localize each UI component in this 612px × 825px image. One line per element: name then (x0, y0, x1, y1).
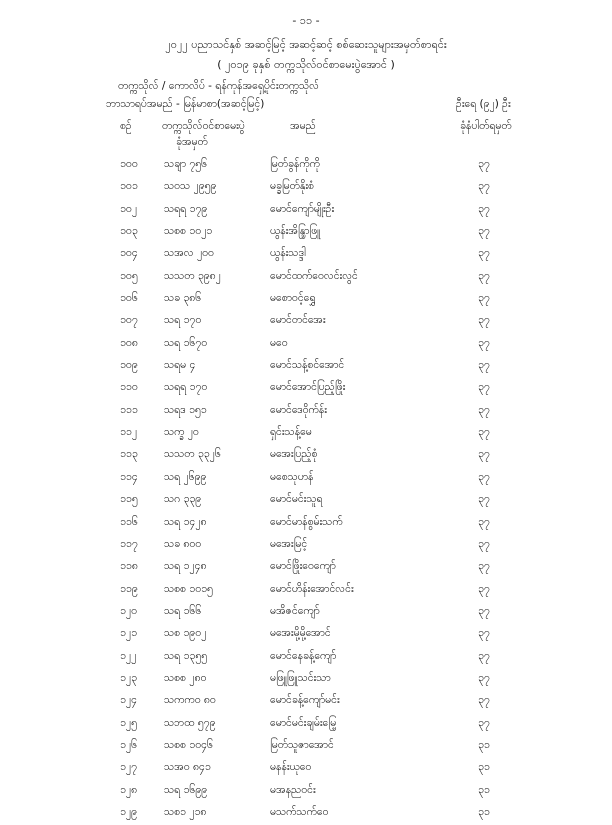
seat-score: ၃၇ (478, 582, 490, 595)
registration-number: သရ ၁၆၇၀ (164, 336, 208, 349)
seat-score: ၃၇ (478, 292, 490, 305)
student-name: မစေသုဟန် (270, 470, 314, 483)
column-header-name: အမည် (290, 120, 316, 132)
seat-score: ၃၇ (478, 403, 490, 416)
registration-number: သစ ၁၉၀၂ (164, 627, 207, 640)
seat-score: ၃၁ (478, 761, 490, 774)
student-name: မဝေ (270, 336, 288, 349)
registration-number: သခ ၃၈၆ (164, 292, 202, 305)
list-item (0, 222, 612, 244)
student-name: မောင်ထက်ဝေလင်းလွင် (270, 269, 358, 282)
student-name: မောင်မင်းသူရ (270, 493, 323, 506)
seat-score: ၃၇ (478, 470, 490, 483)
registration-number: သချာ ၇၅၆ (164, 158, 208, 170)
seat-score: ၃၇ (478, 247, 490, 260)
row-number: ၁၁၀ (120, 381, 138, 394)
row-number: ၁၀၄ (120, 247, 138, 260)
registration-number: သဘထ ၅၇၉ (164, 716, 216, 729)
seat-score: ၃၇ (478, 604, 490, 617)
row-number: ၁၁၅ (120, 493, 138, 506)
seat-score: ၃၇ (478, 381, 490, 394)
row-number: ၁၂၇ (120, 761, 137, 774)
seat-score: ၃၇ (478, 493, 490, 506)
seat-score: ၃၇ (478, 627, 490, 640)
row-number: ၁၁၈ (120, 560, 138, 573)
row-number: ၁၁၆ (120, 515, 138, 528)
seat-score: ၃၁ (478, 783, 490, 796)
row-number: ၁၀၃ (120, 225, 138, 238)
registration-number: သရရ ၁၇၉ (164, 202, 208, 215)
registration-number: သရ ၁၂၄၈ (164, 560, 207, 573)
column-header-registration: တက္ကသိုလ်ဝင်စာမေးပွဲ (162, 120, 245, 132)
seat-score: ၃၇ (478, 314, 490, 327)
registration-number: သအဝ ၈၄၁ (164, 761, 211, 774)
list-item (0, 289, 612, 311)
student-name: မသက်သက်ဝေ (270, 805, 329, 818)
student-name: မောင်ဖြိုးဝေကျော် (270, 560, 336, 573)
list-item (0, 647, 612, 669)
registration-number: သရ ၁၇၀ (164, 314, 202, 327)
seat-score: ၃၇ (478, 716, 490, 729)
seat-score: ၃၇ (478, 158, 490, 170)
row-number: ၁၂၃ (120, 671, 137, 684)
student-name: မအနညဝင်း (270, 783, 316, 796)
seat-score: ၃၇ (478, 560, 490, 573)
student-name: မြတ်ခွန်ကိုကို (270, 158, 320, 170)
list-item (0, 557, 612, 579)
registration-number: သဂ ၃၃၉ (164, 493, 202, 506)
university-line: တက္ကသိုလ် / ကောလိပ် - ရန်ကုန်အရှေ့ပိုင်းတက္ကသိုလ် (118, 80, 320, 92)
student-name: မအေးမြင့် (270, 537, 308, 550)
registration-number: သရ ၁၄၂၈ (164, 515, 207, 528)
row-number: ၁၁၇ (120, 537, 138, 550)
registration-number: သခ ၈၀၀ (164, 537, 202, 550)
list-item (0, 311, 612, 333)
registration-number: သစစ ၁၀၄၆ (164, 738, 213, 751)
student-name: မောင်ကျော်မျိုးဦး (270, 202, 335, 215)
row-number: ၁၀၈ (120, 336, 138, 349)
student-name: ရှင်းသန့်မေ (270, 426, 312, 439)
student-name: မအိဇင်ကျော် (270, 604, 320, 617)
seat-score: ၃၇ (478, 694, 490, 707)
row-number: ၁၀၂ (120, 202, 137, 215)
list-item (0, 624, 612, 646)
list-item (0, 513, 612, 535)
row-number: ၁၂၁ (120, 627, 137, 640)
column-header-no: စဉ် (120, 120, 132, 132)
registration-number: သသတ ၃၃၂၆ (164, 448, 221, 461)
headcount-line: ဦးရေ (၉၂) ဦး (456, 98, 511, 110)
registration-number: သရ ၁၆၆ (164, 604, 202, 617)
row-number: ၁၂၂ (120, 649, 137, 662)
registration-number: သစစ ၁၀၂၁ (164, 225, 213, 238)
list-item (0, 468, 612, 490)
student-name: မောင်သန့်စင်အောင် (270, 359, 345, 372)
registration-number: သရ ၂၆၉၉ (164, 470, 207, 483)
registration-number: သသတ ၃၉၈၂ (164, 269, 221, 282)
seat-score: ၃၇ (478, 336, 490, 349)
row-number: ၁၂၀ (120, 604, 137, 617)
row-number: ၁၀၇ (120, 314, 138, 327)
row-number: ၁၀၀ (120, 158, 138, 170)
seat-score: ၃၇ (478, 515, 490, 528)
subject-line: ဘာသာရပ်အမည် - မြန်မာစာ(အဆင့်မြင့်) (106, 98, 265, 110)
list-item (0, 200, 612, 222)
seat-score: ၃၁ (478, 805, 490, 818)
row-number: ၁၁၃ (120, 448, 138, 461)
list-item (0, 602, 612, 624)
registration-number: သရရ ၁၇၀ (164, 381, 208, 394)
seat-score: ၃၇ (478, 269, 490, 282)
list-item (0, 334, 612, 356)
student-name: မောင်ဒေဝိုက်န်း (270, 403, 327, 416)
row-number: ၁၁၄ (120, 470, 138, 483)
list-item (0, 401, 612, 423)
seat-score: ၃၇ (478, 225, 490, 238)
list-item (0, 691, 612, 713)
seat-score: ၃၇ (478, 359, 490, 372)
row-number: ၁၀၅ (120, 269, 138, 282)
column-header-seat: ခုံနံပါတ်ရမှတ် (460, 120, 512, 132)
student-name: မောင်ခန့်ကျော်မင်း (270, 694, 340, 707)
row-number: ၁၂၉ (120, 805, 137, 818)
seat-score: ၃၇ (478, 202, 490, 215)
student-list (0, 155, 612, 825)
row-number: ၁၀၁ (120, 180, 138, 193)
row-number: ၁၁၂ (120, 426, 137, 439)
row-number: ၁၂၅ (120, 716, 137, 729)
student-name: မောင်မာန်စွမ်းသက် (270, 515, 343, 528)
registration-number: သစစ ၂၈၀ (164, 671, 207, 684)
seat-score: ၃၇ (478, 448, 490, 461)
row-number: ၁၁၁ (120, 403, 138, 416)
row-number: ၁၂၈ (120, 783, 138, 796)
student-name: မောင်တင်အေး (270, 314, 326, 327)
registration-number: သကကဝ ၈၀ (164, 694, 216, 707)
student-name: ယွန်းအိန္ဒြာဖြူ (270, 225, 321, 238)
list-item (0, 356, 612, 378)
seat-score: ၃၁ (478, 738, 490, 751)
seat-score: ၃၇ (478, 537, 490, 550)
student-name: မနန်းယုဝေ (270, 761, 312, 774)
student-name: မြတ်သူဇာအောင် (270, 738, 334, 751)
registration-number: သက္ခ ၂၀ (164, 426, 199, 439)
registration-number: သရ ၁၃၅၅ (164, 649, 208, 662)
page-number: - ၁၁ - (292, 14, 320, 27)
seat-score: ၃၇ (478, 671, 490, 684)
student-name: ယွန်းသဒ္ဒါ (270, 247, 306, 260)
registration-number: သဝသ ၂၉၅၉ (164, 180, 217, 193)
row-number: ၁၀၉ (120, 359, 138, 372)
row-number: ၁၀၆ (120, 292, 138, 305)
list-item (0, 177, 612, 199)
registration-number: သရ ၁၆၉၉ (164, 783, 208, 796)
list-item (0, 535, 612, 557)
registration-number: သရဒ ၁၅၁ (164, 403, 207, 416)
list-item (0, 267, 612, 289)
list-item (0, 758, 612, 780)
document-title: ၂၀၂၂ ပညာသင်နှစ် အဆင့်မြင့် အဆင့်ဆင့် စစ်ဆေးသူများအမှတ်စာရင်း (165, 38, 447, 51)
document-subtitle: ( ၂၀၁၉ ခုနှစ် တက္ကသိုလ်ဝင်စာမေးပွဲအောင် ) (217, 58, 395, 71)
student-name: မောင်ဟိန်းအောင်လင်း (270, 582, 354, 595)
student-name: မောင်နေခန့်ကျော် (270, 649, 337, 662)
list-item (0, 803, 612, 825)
student-name: မအေးပြည့်စုံ (270, 448, 318, 461)
registration-number: သစစ ၁၀၁၅ (164, 582, 213, 595)
student-name: မောင်မင်းချမ်းမြေ့ (270, 716, 337, 729)
list-item (0, 580, 612, 602)
student-name: မခ္ခမြတ်နိုးစံ (270, 180, 314, 193)
list-item (0, 736, 612, 758)
list-item (0, 445, 612, 467)
student-name: မဖြူဖြူသင်းသာ (270, 671, 331, 684)
seat-score: ၃၇ (478, 180, 490, 193)
student-name: မအေးမို့မို့အောင် (270, 627, 331, 640)
student-name: မစောဝင့်ရွှေ (270, 292, 316, 305)
registration-number: သစ၁ ၂၁၈ (164, 805, 207, 818)
list-item (0, 714, 612, 736)
column-header-registration-sub: ခုံအမှတ် (176, 136, 208, 148)
seat-score: ၃၇ (478, 426, 490, 439)
list-item (0, 423, 612, 445)
list-item (0, 378, 612, 400)
list-item (0, 490, 612, 512)
list-item (0, 244, 612, 266)
row-number: ၁၁၉ (120, 582, 138, 595)
list-item (0, 155, 612, 177)
registration-number: သရမ ၄ (164, 359, 196, 372)
student-name: မောင်အောင်ပြည့်ဖြိုး (270, 381, 346, 394)
row-number: ၁၂၆ (120, 738, 137, 751)
row-number: ၁၂၄ (120, 694, 137, 707)
registration-number: သအလ ၂၀၀ (164, 247, 214, 260)
seat-score: ၃၇ (478, 649, 490, 662)
list-item (0, 669, 612, 691)
